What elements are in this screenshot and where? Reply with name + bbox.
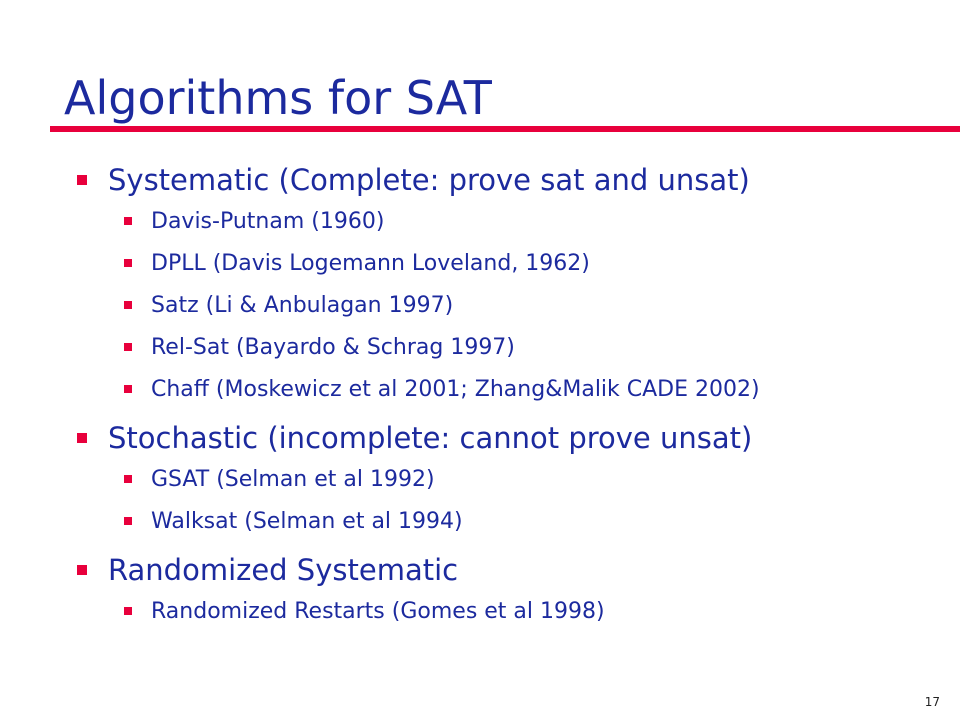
red-square-bullet-icon xyxy=(124,475,132,483)
bullet-item-level-2 xyxy=(151,247,590,281)
bullet-text: Systematic (Complete: prove sat and unsat) xyxy=(108,163,750,197)
bullet-item-level-2 xyxy=(151,289,453,323)
bullet-item-level-1 xyxy=(108,160,750,200)
bullet-item-level-2 xyxy=(151,463,435,497)
red-square-bullet-icon xyxy=(124,385,132,393)
bullet-item-level-2 xyxy=(151,205,384,239)
bullet-text: Rel-Sat (Bayardo & Schrag 1997) xyxy=(151,335,515,360)
red-square-bullet-icon xyxy=(124,217,132,225)
red-square-bullet-icon xyxy=(124,517,132,525)
slide-title: Algorithms for SAT xyxy=(64,71,492,125)
red-square-bullet-icon xyxy=(124,301,132,309)
bullet-item-level-1 xyxy=(108,550,458,590)
bullet-text: Satz (Li & Anbulagan 1997) xyxy=(151,293,454,318)
bullet-text: Chaff (Moskewicz et al 2001; Zhang&Malik CADE 2002) xyxy=(151,377,760,402)
bullet-text: DPLL (Davis Logemann Loveland, 1962) xyxy=(151,251,590,276)
title-underline xyxy=(50,126,960,132)
red-square-bullet-icon xyxy=(124,343,132,351)
red-square-bullet-icon xyxy=(124,607,132,615)
bullet-item-level-2 xyxy=(151,373,760,407)
red-square-bullet-icon xyxy=(77,433,87,443)
bullet-item-level-2 xyxy=(151,595,605,629)
bullet-text: Randomized Systematic xyxy=(108,553,459,587)
bullet-item-level-2 xyxy=(151,505,463,539)
red-square-bullet-icon xyxy=(124,259,132,267)
bullet-item-level-2 xyxy=(151,331,515,365)
red-square-bullet-icon xyxy=(77,565,87,575)
bullet-item-level-1 xyxy=(108,418,752,458)
bullet-text: GSAT (Selman et al 1992) xyxy=(151,467,435,492)
bullet-text: Davis-Putnam (1960) xyxy=(151,209,385,234)
bullet-text: Walksat (Selman et al 1994) xyxy=(151,509,463,534)
bullet-text: Stochastic (incomplete: cannot prove unsat) xyxy=(108,421,753,455)
bullet-text: Randomized Restarts (Gomes et al 1998) xyxy=(151,599,605,624)
red-square-bullet-icon xyxy=(77,175,87,185)
page-number: 17 xyxy=(924,695,940,709)
